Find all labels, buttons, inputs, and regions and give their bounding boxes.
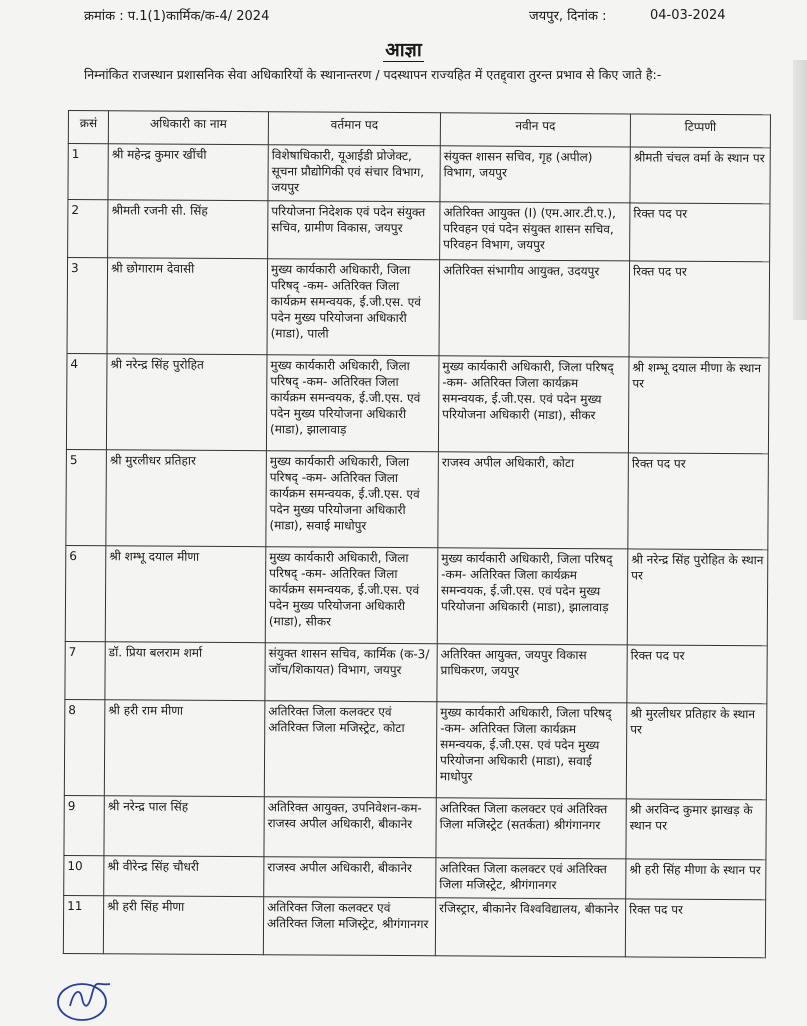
cell-officer-name: श्री मुरलीधर प्रतिहार xyxy=(106,450,267,547)
scan-edge-shadow xyxy=(793,60,807,320)
cell-current-post: मुख्य कार्यकारी अधिकारी, जिला परिषद् -कम- अतिरिक्त जिला कार्यक्रम समन्वयक, ई.जी.एस. एवं पदेन मुख्य परियोजना अधिकारी (माडा), सीकर xyxy=(265,547,438,644)
place-date-label: जयपुर, दिनांक : xyxy=(529,9,607,24)
cell-remark: रिक्त पद पर xyxy=(627,645,767,704)
cell-remark: श्रीमती चंचल वर्मा के स्थान पर xyxy=(630,147,770,204)
cell-sno: 11 xyxy=(63,895,103,953)
cell-remark: श्री नरेन्द्र सिंह पुरोहित के स्थान पर xyxy=(627,549,768,646)
table-row xyxy=(65,545,768,645)
cell-current-post: अतिरिक्त आयुक्त, उपनिवेशन-कम-राजस्व अपील अधिकारी, बीकानेर xyxy=(264,797,436,858)
cell-officer-name: श्री हरी सिंह मीणा xyxy=(103,896,263,955)
table-header-row xyxy=(68,111,770,148)
cell-current-post: मुख्य कार्यकारी अधिकारी, जिला परिषद् -कम- अतिरिक्त जिला कार्यक्रम समन्वयक, ई.जी.एस. एवं पदेन मुख्य परियोजना अधिकारी (माडा), सवाई माधोपुर xyxy=(266,451,439,548)
table-row xyxy=(65,641,767,703)
order-date: 04-03-2024 xyxy=(650,8,726,23)
cell-sno: 5 xyxy=(66,449,107,545)
cell-remark: श्री अरविन्द कुमार झाखड़ के स्थान पर xyxy=(626,799,766,860)
col-header-name: अधिकारी का नाम xyxy=(108,111,268,145)
cell-current-post: विशेषाधिकारी, यूआईडी प्रोजेक्ट, सूचना प्रौद्योगिकी एवं संचार विभाग, जयपुर xyxy=(268,145,440,202)
signature-scribble-icon xyxy=(52,976,114,1022)
cell-sno: 8 xyxy=(64,699,105,795)
table-row xyxy=(68,144,770,204)
cell-officer-name: श्री नरेन्द्र पाल सिंह xyxy=(104,796,264,857)
cell-remark: श्री हरी सिंह मीणा के स्थान पर xyxy=(626,859,766,900)
table-row xyxy=(67,258,770,358)
col-header-new-post: नवीन पद xyxy=(440,113,630,147)
cell-remark: रिक्त पद पर xyxy=(629,261,770,358)
cell-remark: श्री मुरलीधर प्रतिहार के स्थान पर xyxy=(626,703,767,800)
cell-sno: 2 xyxy=(68,200,108,258)
cell-officer-name: श्री छोगाराम देवासी xyxy=(107,258,268,355)
table-row xyxy=(66,353,769,453)
col-header-remark: टिप्पणी xyxy=(630,114,770,148)
cell-officer-name: श्री वीरेन्द्र सिंह चौधरी xyxy=(104,856,264,897)
document-title-text: आज्ञा xyxy=(385,39,422,61)
cell-current-post: अतिरिक्त जिला कलक्टर एवं अतिरिक्त जिला मजिस्ट्रेट, श्रीगंगानगर xyxy=(263,897,435,956)
cell-current-post: राजस्व अपील अधिकारी, बीकानेर xyxy=(264,857,436,898)
reference-number: क्रमांक : प.1(1)कार्मिक/क-4/ 2024 xyxy=(84,9,270,24)
cell-officer-name: श्रीमती रजनी सी. सिंह xyxy=(108,200,268,259)
cell-new-post: अतिरिक्त जिला कलक्टर एवं अतिरिक्त जिला मजिस्ट्रेट, श्रीगंगानगर xyxy=(436,858,626,899)
cell-sno: 7 xyxy=(65,641,105,699)
cell-sno: 1 xyxy=(68,144,108,200)
col-header-sno: क्रसं xyxy=(68,111,108,144)
table-row xyxy=(64,699,767,799)
document-title xyxy=(0,36,807,62)
cell-new-post: मुख्य कार्यकारी अधिकारी, जिला परिषद् -कम- अतिरिक्त जिला कार्यक्रम समन्वयक, ई.जी.एस. एवं पदेन मुख्य परियोजना अधिकारी (माडा), सीकर xyxy=(438,356,629,453)
cell-new-post: अतिरिक्त आयुक्त, जयपुर विकास प्राधिकरण, जयपुर xyxy=(437,644,627,703)
cell-remark: रिक्त पद पर xyxy=(630,203,770,262)
table-body xyxy=(63,144,770,958)
table-row xyxy=(64,795,766,859)
cell-new-post: राजस्व अपील अधिकारी, कोटा xyxy=(438,452,629,549)
transfer-table xyxy=(63,110,771,958)
cell-new-post: मुख्य कार्यकारी अधिकारी, जिला परिषद् -कम- अतिरिक्त जिला कार्यक्रम समन्वयक, ई.जी.एस. एवं पदेन मुख्य परियोजना अधिकारी (माडा), झालावाड़ xyxy=(437,548,628,645)
signature xyxy=(52,976,114,1022)
cell-officer-name: श्री नरेन्द्र सिंह पुरोहित xyxy=(106,354,267,451)
intro-paragraph: निम्नांकित राजस्थान प्रशासनिक सेवा अधिकारियों के स्थानान्तरण / पदस्थापन राज्यहित में एतद्द्वारा तुरन्त प्रभाव से किए जाते है:- xyxy=(84,67,662,82)
cell-current-post: संयुक्त शासन सचिव, कार्मिक (क-3/जॉच/शिकायत) विभाग, जयपुर xyxy=(265,643,437,702)
col-header-current-post: वर्तमान पद xyxy=(268,112,440,146)
table-row xyxy=(64,855,766,899)
cell-new-post: संयुक्त शासन सचिव, गृह (अपील) विभाग, जयपुर xyxy=(440,146,630,203)
cell-remark: रिक्त पद पर xyxy=(625,899,765,958)
cell-new-post: मुख्य कार्यकारी अधिकारी, जिला परिषद् -कम- अतिरिक्त जिला कार्यक्रम समन्वयक, ई.जी.एस. एवं पदेन मुख्य परियोजना अधिकारी (माडा), सवाई माधोपुर xyxy=(436,702,627,799)
cell-current-post: अतिरिक्त जिला कलक्टर एवं अतिरिक्त जिला मजिस्ट्रेट, कोटा xyxy=(264,701,437,798)
cell-sno: 10 xyxy=(64,855,104,895)
cell-current-post: मुख्य कार्यकारी अधिकारी, जिला परिषद् -कम- अतिरिक्त जिला कार्यक्रम समन्वयक, ई.जी.एस. एवं पदेन मुख्य परियोजना अधिकारी (माडा), झालावाड़ xyxy=(266,355,439,452)
cell-sno: 9 xyxy=(64,795,104,855)
cell-sno: 4 xyxy=(66,353,107,449)
cell-new-post: अतिरिक्त जिला कलक्टर एवं अतिरिक्त जिला मजिस्ट्रेट (सतर्कता) श्रीगंगानगर xyxy=(436,798,626,859)
cell-new-post: रजिस्ट्रार, बीकानेर विश्वविद्यालय, बीकानेर xyxy=(435,898,625,957)
cell-current-post: मुख्य कार्यकारी अधिकारी, जिला परिषद् -कम- अतिरिक्त जिला कार्यक्रम समन्वयक, ई.जी.एस. एवं पदेन मुख्य परियोजना अधिकारी (माडा), पाली xyxy=(267,259,440,356)
table-row xyxy=(63,895,765,957)
cell-sno: 3 xyxy=(67,258,108,354)
cell-officer-name: श्री महेन्द्र कुमार खींची xyxy=(108,144,268,201)
cell-officer-name: डॉ. प्रिया बलराम शर्मा xyxy=(105,642,265,701)
cell-new-post: अतिरिक्त आयुक्त (I) (एम.आर.टी.ए.), परिवहन एवं पदेन संयुक्त शासन सचिव, परिवहन विभाग, जयपुर xyxy=(440,202,630,261)
cell-remark: रिक्त पद पर xyxy=(628,453,769,550)
table-row xyxy=(68,200,770,262)
header-line xyxy=(84,6,734,26)
cell-current-post: परियोजना निदेशक एवं पदेन संयुक्त सचिव, ग्रामीण विकास, जयपुर xyxy=(268,201,440,260)
cell-officer-name: श्री शम्भू दयाल मीणा xyxy=(105,546,266,643)
cell-remark: श्री शम्भू दयाल मीणा के स्थान पर xyxy=(628,357,769,454)
table-row xyxy=(66,449,769,549)
cell-new-post: अतिरिक्त संभागीय आयुक्त, उदयपुर xyxy=(439,260,630,357)
cell-officer-name: श्री हरी राम मीणा xyxy=(104,700,265,797)
cell-sno: 6 xyxy=(65,545,106,641)
